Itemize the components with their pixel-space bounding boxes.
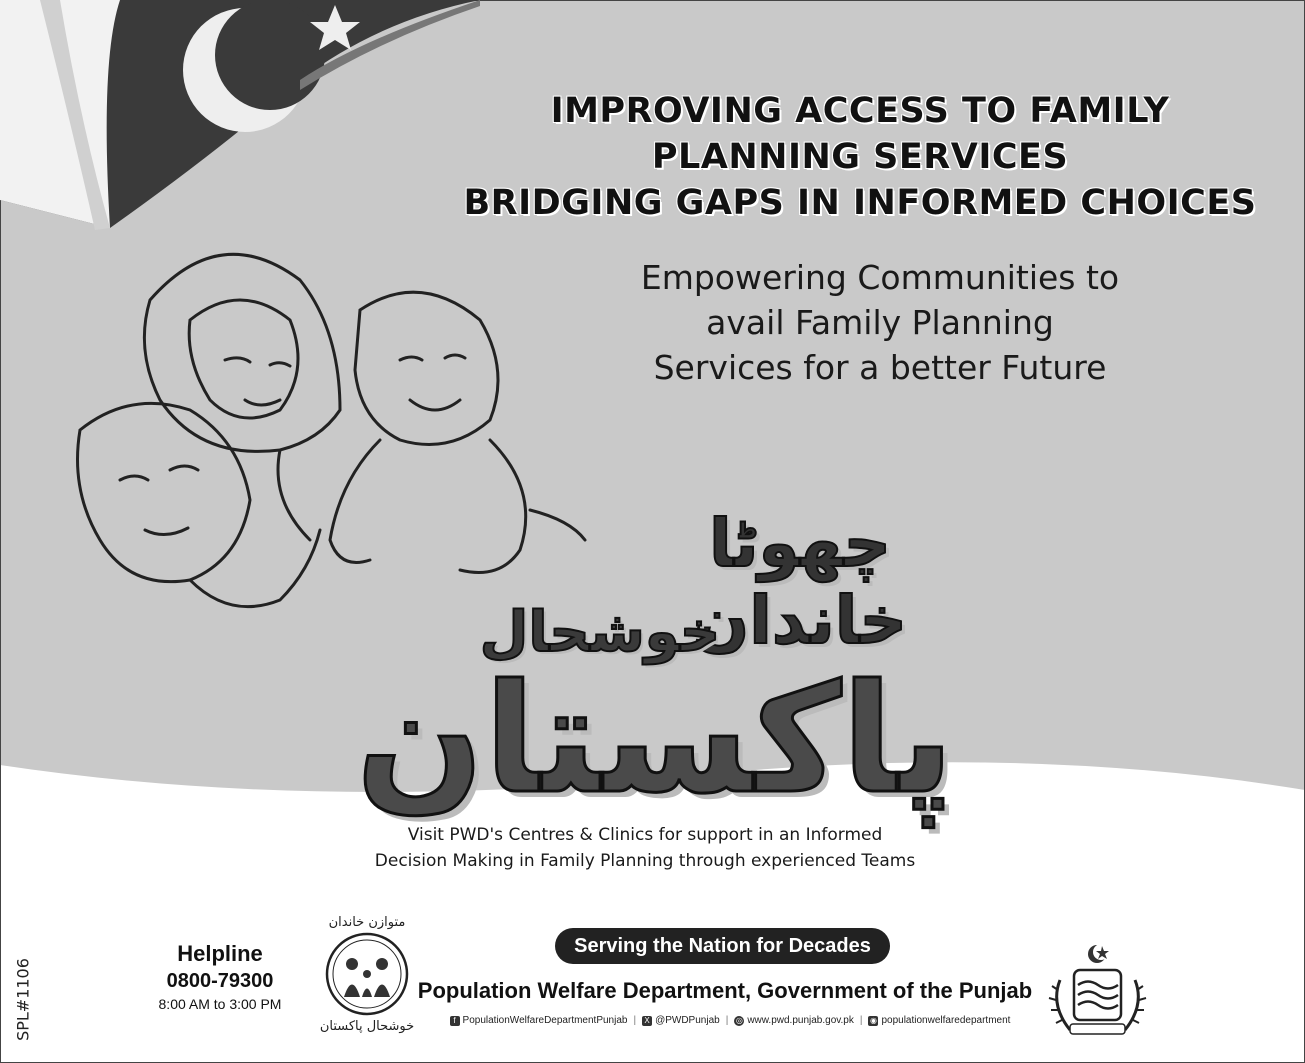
social-website[interactable]: [734, 1015, 854, 1026]
family-sketch-illustration: [40, 240, 640, 650]
social-facebook[interactable]: [450, 1015, 628, 1026]
instagram-icon: ◉: [869, 1015, 877, 1025]
helpline-hours: 8:00 AM to 3:00 PM: [158, 996, 282, 1012]
subheading: [560, 255, 1200, 390]
social-website-text: www.pwd.punjab.gov.pk: [747, 1015, 854, 1026]
punjab-government-emblem: [1040, 940, 1155, 1040]
social-links: [453, 1015, 1011, 1026]
logo-top-text: متوازن خاندان: [328, 915, 406, 930]
divider: |: [859, 1015, 863, 1026]
divider: |: [633, 1015, 637, 1026]
social-x-text: @PWDPunjab: [655, 1015, 720, 1026]
social-facebook-text: PopulationWelfareDepartmentPunjab: [462, 1015, 628, 1026]
helpline-number: 0800-79300: [166, 970, 274, 992]
logo-bottom-text: خوشحال پاکستان: [319, 1019, 415, 1034]
subhead-line-3: Services for a better Future: [653, 348, 1107, 387]
headline-line-3: BRIDGING GAPS IN INFORMED CHOICES: [463, 183, 1257, 223]
headline: [420, 88, 1300, 226]
divider: |: [725, 1015, 729, 1026]
social-x[interactable]: [642, 1015, 720, 1026]
reference-number: [8, 950, 38, 1055]
globe-icon: ◎: [735, 1015, 743, 1025]
visit-message: [300, 822, 990, 874]
urdu-slogan-line-2: خوشحال: [479, 600, 721, 665]
social-instagram-text: populationwelfaredepartment: [881, 1015, 1011, 1026]
social-instagram[interactable]: [868, 1015, 1010, 1026]
visit-line-2: Decision Making in Family Planning through experienced Teams: [374, 851, 916, 871]
visit-line-1: Visit PWD's Centres & Clinics for support in an Informed: [407, 825, 883, 845]
tagline-pill: Serving the Nation for Decades: [555, 928, 890, 964]
headline-line-1: IMPROVING ACCESS TO FAMILY: [550, 91, 1170, 131]
subhead-line-1: Empowering Communities to: [640, 258, 1120, 297]
department-name: Population Welfare Department, Government of the Punjab: [417, 978, 1033, 1003]
reference-number-text: SPL#1106: [13, 958, 33, 1041]
helpline-block: [140, 940, 300, 1014]
headline-line-2: PLANNING SERVICES: [651, 137, 1069, 177]
subhead-line-2: avail Family Planning: [706, 303, 1054, 342]
urdu-slogan-line-3: پاکستان: [355, 653, 955, 827]
facebook-icon: f: [450, 1016, 460, 1026]
family-planning-logo: [312, 912, 422, 1037]
x-icon: X: [642, 1016, 652, 1026]
urdu-slogan-line-1: چھوٹا خاندان: [692, 505, 908, 659]
helpline-label: Helpline: [177, 941, 263, 966]
pakistan-flag-image: [0, 0, 480, 235]
